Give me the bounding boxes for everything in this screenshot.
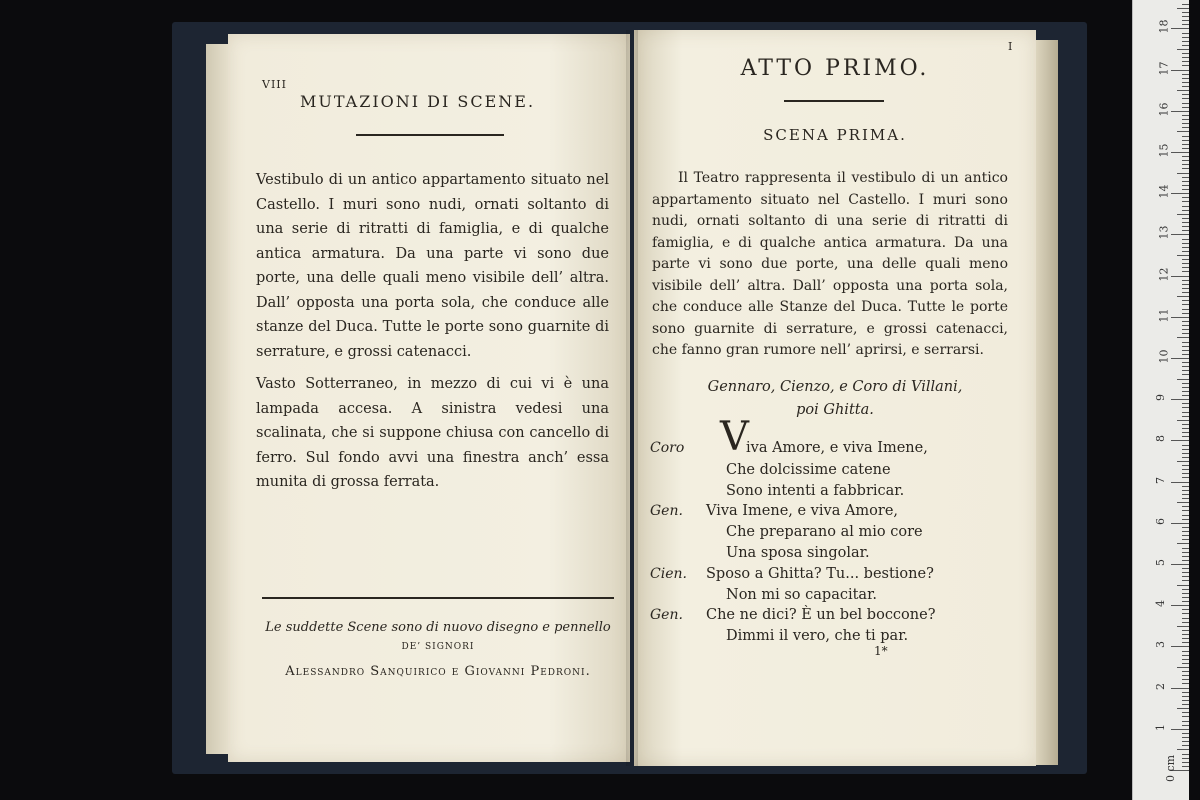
ruler-minor-tick: [1182, 597, 1189, 598]
verse-line: Sono intenti a fabbricar.: [726, 483, 905, 499]
speaker-gen: Gen.: [650, 503, 683, 519]
speaker-cien: Cien.: [650, 566, 687, 582]
ruler-minor-tick: [1182, 53, 1189, 54]
ruler-minor-tick: [1182, 387, 1189, 388]
ruler-label: 5: [1154, 559, 1167, 566]
book-gutter: [626, 30, 638, 766]
ruler-minor-tick: [1182, 86, 1189, 87]
ruler-minor-tick: [1182, 20, 1189, 21]
ruler-minor-tick: [1182, 41, 1189, 42]
ruler-minor-tick: [1182, 613, 1189, 614]
ruler-minor-tick: [1182, 325, 1189, 326]
ruler-label: 11: [1157, 308, 1171, 323]
ruler-minor-tick: [1182, 535, 1189, 536]
ruler-minor-tick: [1182, 675, 1189, 676]
ruler-label: 15: [1157, 143, 1171, 158]
ruler-minor-tick: [1177, 337, 1189, 338]
ruler-major-tick: [1171, 399, 1189, 400]
ruler-minor-tick: [1182, 601, 1189, 602]
ruler-minor-tick: [1182, 560, 1189, 561]
ruler-minor-tick: [1182, 33, 1189, 34]
ruler-major-tick: [1171, 523, 1189, 524]
ruler-major-tick: [1171, 193, 1189, 194]
ruler-minor-tick: [1182, 436, 1189, 437]
ruler-minor-tick: [1182, 140, 1189, 141]
ruler-minor-tick: [1182, 210, 1189, 211]
ruler-minor-tick: [1177, 543, 1189, 544]
ruler-minor-tick: [1182, 741, 1189, 742]
ruler-minor-tick: [1182, 515, 1189, 516]
ruler-minor-tick: [1182, 766, 1189, 767]
ruler-minor-tick: [1182, 424, 1189, 425]
act-title: ATTO PRIMO.: [740, 56, 930, 81]
ruler-minor-tick: [1182, 391, 1189, 392]
ruler-minor-tick: [1182, 226, 1189, 227]
ruler-minor-tick: [1182, 136, 1189, 137]
ruler-minor-tick: [1182, 589, 1189, 590]
ruler-label: 14: [1157, 184, 1171, 199]
verse-line: Viva Imene, e viva Amore,: [706, 503, 899, 519]
ruler-minor-tick: [1182, 453, 1189, 454]
ruler-minor-tick: [1177, 379, 1189, 380]
verse-line: Una sposa singolar.: [726, 545, 870, 561]
ruler-minor-tick: [1182, 733, 1189, 734]
ruler-minor-tick: [1182, 177, 1189, 178]
ruler-minor-tick: [1182, 548, 1189, 549]
ruler-minor-tick: [1182, 189, 1189, 190]
ruler-minor-tick: [1182, 449, 1189, 450]
ruler-minor-tick: [1182, 247, 1189, 248]
right-page-number: I: [1008, 40, 1014, 53]
ruler-minor-tick: [1182, 432, 1189, 433]
ruler-minor-tick: [1177, 708, 1189, 709]
ruler-minor-tick: [1182, 251, 1189, 252]
ruler-minor-tick: [1182, 164, 1189, 165]
ruler-minor-tick: [1182, 683, 1189, 684]
ruler-minor-tick: [1182, 156, 1189, 157]
ruler-minor-tick: [1177, 255, 1189, 256]
ruler-minor-tick: [1182, 222, 1189, 223]
verse-line: Non mi so capacitar.: [726, 587, 878, 603]
ruler-minor-tick: [1182, 354, 1189, 355]
ruler-minor-tick: [1182, 655, 1189, 656]
ruler-minor-tick: [1182, 671, 1189, 672]
footnote-line-3: Alessandro Sanquirico e Giovanni Pedroni.: [285, 664, 591, 679]
stage-direction: Il Teatro rappresenta il vestibulo di un antico appartamento situato nel Castello. I muri sono nudi, ornati soltanto di una serie di ritratti di famiglia, e di qualche antica armatura. Da una parte vi sono due porte, una delle quali meno visibile dell’ altra. Dall’ opposta una porta sola, che conduce alle Stanze del Duca. Tutte le porte sono guarnite di serrature, e grossi catenacci, che fanno gran rumore nell’ aprirsi, e serrarsi.: [652, 170, 1008, 358]
ruler-minor-tick: [1182, 24, 1189, 25]
verse-line: Dimmi il vero, che ti par.: [726, 628, 909, 644]
footnote-rule: [262, 597, 614, 599]
ruler-minor-tick: [1182, 57, 1189, 58]
ruler-major-tick: [1171, 646, 1189, 647]
ruler-major-tick: [1171, 317, 1189, 318]
footnote-line-1: Le suddette Scene sono di nuovo disegno e pennello: [265, 620, 611, 635]
ruler-minor-tick: [1182, 457, 1189, 458]
ruler-minor-tick: [1182, 45, 1189, 46]
ruler-minor-tick: [1182, 259, 1189, 260]
ruler-minor-tick: [1182, 94, 1189, 95]
scene-title: SCENA PRIMA.: [763, 126, 907, 144]
ruler-label: 10: [1157, 349, 1171, 364]
left-paragraph-1: Vestibulo di un antico appartamento situato nel Castello. I muri sono nudi, ornati soltanto di una serie di ritratti di famiglia, e di qualche antica armatura. Da una parte vi sono due porte, una delle quali meno visibile dell’ altra. Dall’ opposta una porta sola, che conduce alle stanze del Duca. Tutte le porte sono guarnite di serrature, e grossi catenacci.: [256, 172, 609, 360]
ruler-minor-tick: [1182, 494, 1189, 495]
verse-line: Che dolcissime catene: [726, 462, 891, 478]
ruler-major-tick: [1171, 276, 1189, 277]
ruler-minor-tick: [1182, 271, 1189, 272]
ruler-minor-tick: [1182, 704, 1189, 705]
ruler-minor-tick: [1182, 346, 1189, 347]
ruler-minor-tick: [1182, 712, 1189, 713]
ruler-minor-tick: [1182, 506, 1189, 507]
ruler-minor-tick: [1182, 762, 1189, 763]
ruler-minor-tick: [1182, 127, 1189, 128]
ruler-label: 16: [1157, 102, 1171, 117]
footnote-line-2: DE’ SIGNORI: [401, 642, 475, 652]
ruler-minor-tick: [1182, 144, 1189, 145]
verse-line: Che ne dici? È un bel boccone?: [706, 607, 936, 623]
ruler-minor-tick: [1182, 725, 1189, 726]
ruler-minor-tick: [1182, 659, 1189, 660]
ruler-minor-tick: [1182, 168, 1189, 169]
speaker-gen: Gen.: [650, 607, 683, 623]
speaker-coro: Coro: [650, 440, 685, 456]
ruler-minor-tick: [1182, 490, 1189, 491]
ruler-minor-tick: [1182, 593, 1189, 594]
ruler-minor-tick: [1182, 82, 1189, 83]
ruler-minor-tick: [1182, 477, 1189, 478]
ruler-minor-tick: [1182, 4, 1189, 5]
ruler-label: 1: [1154, 723, 1167, 731]
ruler-label: 6: [1154, 517, 1167, 525]
ruler-label: 8: [1154, 435, 1167, 443]
ruler-minor-tick: [1182, 465, 1189, 466]
ruler-minor-tick: [1182, 65, 1189, 66]
ruler-minor-tick: [1182, 510, 1189, 511]
characters-line-2: poi Ghitta.: [796, 402, 874, 418]
ruler-minor-tick: [1182, 103, 1189, 104]
ruler-minor-tick: [1182, 284, 1189, 285]
ruler-minor-tick: [1182, 309, 1189, 310]
ruler-minor-tick: [1182, 445, 1189, 446]
ruler-minor-tick: [1182, 61, 1189, 62]
ruler-minor-tick: [1182, 98, 1189, 99]
ruler-major-tick: [1171, 440, 1189, 441]
signature-mark: 1*: [874, 644, 888, 658]
ruler-minor-tick: [1182, 527, 1189, 528]
ruler-minor-tick: [1177, 667, 1189, 668]
ruler-minor-tick: [1182, 473, 1189, 474]
drop-cap: V: [720, 414, 749, 460]
ruler-minor-tick: [1182, 304, 1189, 305]
ruler-minor-tick: [1182, 288, 1189, 289]
ruler-minor-tick: [1182, 239, 1189, 240]
ruler-major-tick: [1171, 605, 1189, 606]
ruler-minor-tick: [1177, 420, 1189, 421]
ruler-minor-tick: [1182, 498, 1189, 499]
ruler-minor-tick: [1182, 721, 1189, 722]
ruler-minor-tick: [1182, 403, 1189, 404]
ruler-minor-tick: [1182, 539, 1189, 540]
ruler-minor-tick: [1182, 754, 1189, 755]
ruler-minor-tick: [1182, 552, 1189, 553]
ruler-label: 9: [1154, 394, 1167, 402]
ruler-minor-tick: [1182, 78, 1189, 79]
ruler-label: 4: [1154, 600, 1167, 608]
ruler-minor-tick: [1182, 692, 1189, 693]
ruler-minor-tick: [1182, 407, 1189, 408]
ruler-label: 2: [1154, 682, 1167, 690]
ruler-minor-tick: [1182, 321, 1189, 322]
ruler-minor-tick: [1182, 486, 1189, 487]
ruler-minor-tick: [1182, 148, 1189, 149]
ruler-major-tick: [1171, 358, 1189, 359]
ruler-minor-tick: [1182, 622, 1189, 623]
ruler-minor-tick: [1177, 626, 1189, 627]
ruler-label: 18: [1157, 19, 1171, 34]
ruler-minor-tick: [1182, 745, 1189, 746]
ruler-minor-tick: [1182, 350, 1189, 351]
ruler-minor-tick: [1182, 123, 1189, 124]
ruler-minor-tick: [1182, 230, 1189, 231]
ruler-minor-tick: [1182, 580, 1189, 581]
verse-line: Che preparano al mio core: [726, 524, 923, 540]
ruler-minor-tick: [1182, 395, 1189, 396]
ruler-minor-tick: [1182, 181, 1189, 182]
ruler-minor-tick: [1182, 428, 1189, 429]
ruler-minor-tick: [1177, 461, 1189, 462]
ruler-minor-tick: [1182, 374, 1189, 375]
ruler-minor-tick: [1182, 292, 1189, 293]
ruler-minor-tick: [1182, 663, 1189, 664]
ruler-minor-tick: [1182, 280, 1189, 281]
verse-line: iva Amore, e viva Imene,: [746, 440, 928, 456]
ruler-major-tick: [1171, 564, 1189, 565]
ruler-minor-tick: [1182, 556, 1189, 557]
left-page-number: VIII: [262, 78, 287, 91]
ruler-minor-tick: [1182, 700, 1189, 701]
ruler-minor-tick: [1182, 300, 1189, 301]
ruler-minor-tick: [1182, 370, 1189, 371]
ruler-minor-tick: [1177, 502, 1189, 503]
ruler-minor-tick: [1182, 651, 1189, 652]
ruler-minor-tick: [1177, 585, 1189, 586]
ruler-minor-tick: [1182, 642, 1189, 643]
ruler-minor-tick: [1182, 362, 1189, 363]
ruler-minor-tick: [1182, 16, 1189, 17]
ruler-label: 3: [1154, 641, 1167, 649]
ruler-minor-tick: [1182, 716, 1189, 717]
right-page: [634, 30, 1036, 766]
ruler-major-tick: [1171, 482, 1189, 483]
ruler-label: 12: [1157, 267, 1171, 282]
ruler-minor-tick: [1182, 329, 1189, 330]
ruler-major-tick: [1171, 688, 1189, 689]
ruler-minor-tick: [1182, 12, 1189, 13]
ruler-minor-tick: [1182, 313, 1189, 314]
ruler-minor-tick: [1177, 131, 1189, 132]
ruler-minor-tick: [1182, 696, 1189, 697]
ruler-minor-tick: [1177, 173, 1189, 174]
ruler-major-tick: [1171, 70, 1189, 71]
ruler-minor-tick: [1182, 609, 1189, 610]
left-page-title: MUTAZIONI DI SCENE.: [300, 92, 536, 111]
ruler-label: 17: [1157, 61, 1171, 76]
ruler-minor-tick: [1182, 197, 1189, 198]
ruler-minor-tick: [1182, 568, 1189, 569]
ruler-minor-tick: [1182, 737, 1189, 738]
ruler-minor-tick: [1182, 531, 1189, 532]
ruler-minor-tick: [1182, 416, 1189, 417]
ruler-minor-tick: [1182, 572, 1189, 573]
ruler-minor-tick: [1182, 383, 1189, 384]
ruler-minor-tick: [1182, 576, 1189, 577]
ruler-minor-tick: [1182, 630, 1189, 631]
ruler-minor-tick: [1182, 267, 1189, 268]
left-paragraph-2: Vasto Sotterraneo, in mezzo di cui vi è una lampada accesa. A sinistra vedesi una scalinata, che si suppone chiusa con cancello di ferro. Sul fondo avvi una finestra anch’ essa munita di grossa ferrata.: [256, 376, 609, 490]
ruler-minor-tick: [1182, 638, 1189, 639]
ruler-major-tick: [1171, 234, 1189, 235]
ruler-label: 7: [1154, 476, 1167, 484]
ruler-minor-tick: [1182, 333, 1189, 334]
ruler-minor-tick: [1182, 469, 1189, 470]
ruler-minor-tick: [1182, 366, 1189, 367]
ruler-major-tick: [1171, 111, 1189, 112]
ruler-minor-tick: [1182, 342, 1189, 343]
ruler-label: 0 cm: [1164, 754, 1178, 783]
ruler-minor-tick: [1182, 618, 1189, 619]
ruler-minor-tick: [1177, 214, 1189, 215]
ruler-major-tick: [1171, 28, 1189, 29]
ruler-minor-tick: [1182, 201, 1189, 202]
ruler-minor-tick: [1182, 206, 1189, 207]
ruler-minor-tick: [1177, 49, 1189, 50]
ruler-major-tick: [1171, 729, 1189, 730]
ruler-minor-tick: [1182, 74, 1189, 75]
ruler-minor-tick: [1177, 296, 1189, 297]
ruler-minor-tick: [1182, 519, 1189, 520]
ruler-label: 13: [1157, 225, 1171, 240]
ruler-minor-tick: [1182, 107, 1189, 108]
ruler-minor-tick: [1182, 218, 1189, 219]
characters-line-1: Gennaro, Cienzo, e Coro di Villani,: [707, 379, 963, 395]
ruler-minor-tick: [1182, 679, 1189, 680]
ruler-minor-tick: [1182, 263, 1189, 264]
ruler-minor-tick: [1182, 119, 1189, 120]
measuring-ruler: [1132, 0, 1189, 800]
ruler-minor-tick: [1182, 115, 1189, 116]
ruler-major-tick: [1171, 152, 1189, 153]
ruler-minor-tick: [1182, 160, 1189, 161]
ruler-minor-tick: [1182, 243, 1189, 244]
ruler-minor-tick: [1182, 185, 1189, 186]
ruler-minor-tick: [1177, 8, 1189, 9]
ruler-minor-tick: [1177, 90, 1189, 91]
left-title-rule: [356, 134, 504, 136]
ruler-minor-tick: [1182, 37, 1189, 38]
ruler-minor-tick: [1182, 412, 1189, 413]
act-title-rule: [784, 100, 884, 102]
verse-line: Sposo a Ghitta? Tu... bestione?: [706, 566, 934, 582]
ruler-minor-tick: [1182, 758, 1189, 759]
ruler-minor-tick: [1177, 749, 1189, 750]
ruler-minor-tick: [1182, 634, 1189, 635]
left-page: [228, 34, 630, 762]
